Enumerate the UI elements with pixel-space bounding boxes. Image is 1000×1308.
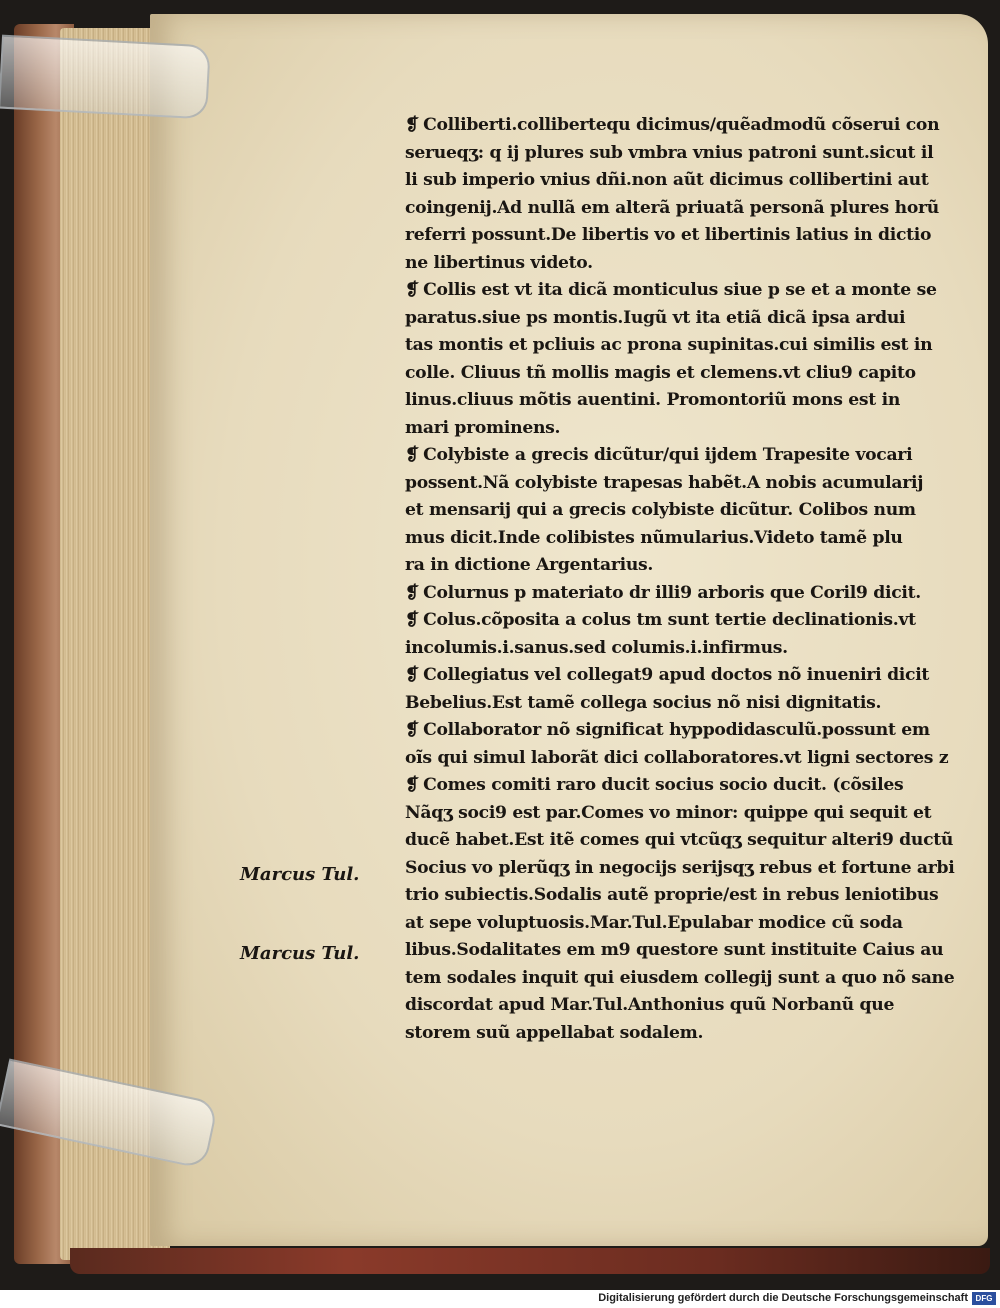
- text-line: ❡ Collaborator nõ significat hyppodidasculũ.possunt em: [405, 720, 930, 740]
- dfg-logo: DFG: [972, 1292, 996, 1305]
- text-line: et mensarij qui a grecis colybiste dicũtur. Colibos num: [405, 500, 916, 520]
- main-text: [405, 112, 965, 1047]
- text-line: possent.Nã colybiste trapesas habẽt.A nobis acumularij: [405, 472, 924, 493]
- text-line: libus.Sodalitates em m9 questore sunt instituite Caius au: [405, 940, 944, 960]
- text-line: trio subiectis.Sodalis autẽ proprie/est in rebus leniotibus: [405, 885, 939, 905]
- text-line: linus.cliuus mõtis auentini. Promontoriũ mons est in: [405, 390, 901, 410]
- text-line: ❡ Collis est vt ita dicã monticulus siue p se et a monte se: [405, 280, 937, 300]
- pilcrow-mark: ❡: [405, 280, 420, 300]
- text-line: Bebelius.Est tamẽ collega socius nõ nisi dignitatis.: [405, 692, 882, 713]
- text-line: mari prominens.: [405, 417, 561, 438]
- text-line: paratus.siue ps montis.Iugũ vt ita etiã dicã ipsa ardui: [405, 307, 906, 328]
- binding-edge: [70, 1248, 990, 1274]
- entry-colliberti: [405, 112, 965, 277]
- entry-collaborator: [405, 717, 965, 772]
- entry-colus: [405, 607, 965, 662]
- pilcrow-mark: ❡: [405, 720, 420, 740]
- text-line: coingenij.Ad nullã em alterã priuatã personã plures horũ: [405, 197, 939, 218]
- text-line: colle. Cliuus tñ mollis magis et clemens.vt cliu9 capito: [405, 362, 916, 383]
- text-line: mus dicit.Inde colibistes nũmularius.Videto tamẽ plu: [405, 527, 903, 548]
- text-line: ❡ Collegiatus vel collegat9 apud doctos nõ inueniri dicit: [405, 665, 930, 685]
- text-line: incolumis.i.sanus.sed columis.i.infirmus.: [405, 637, 788, 658]
- pilcrow-mark: ❡: [405, 445, 420, 465]
- text-line: ❡ Colliberti.collibertequ dicimus/quẽadmodũ cõserui con: [405, 115, 940, 135]
- text-line: tem sodales inquit qui eiusdem collegij sunt a quo nõ sane: [405, 967, 955, 988]
- text-line: oĩs qui simul laborãt dici collaboratores.vt ligni sectores z: [405, 747, 949, 768]
- text-line: ❡ Colybiste a grecis dicũtur/qui ijdem Trapesite vocari: [405, 445, 913, 465]
- pilcrow-mark: ❡: [405, 665, 420, 685]
- footer-credit: Digitalisierung gefördert durch die Deutsche Forschungsgemeinschaft: [598, 1292, 968, 1304]
- margin-note: Marcus Tul.: [240, 943, 360, 964]
- text-line: discordat apud Mar.Tul.Anthonius quũ Norbanũ que: [405, 995, 895, 1015]
- pilcrow-mark: ❡: [405, 610, 420, 630]
- text-line: serueqʒ: q ij plures sub vmbra vnius patroni sunt.sicut il: [405, 142, 934, 163]
- entry-comes: [405, 772, 965, 1047]
- pilcrow-mark: ❡: [405, 115, 420, 135]
- text-line: Nãqʒ soci9 est par.Comes vo minor: quippe qui sequit et: [405, 802, 932, 823]
- pilcrow-mark: ❡: [405, 582, 420, 603]
- text-line: li sub imperio vnius dñi.non aũt dicimus collibertini aut: [405, 170, 929, 190]
- footer-bar: [0, 1290, 1000, 1308]
- text-line: ❡ Comes comiti raro ducit socius socio ducit. (cõsiles: [405, 775, 904, 795]
- text-line: at sepe voluptuosis.Mar.Tul.Epulabar modice cũ soda: [405, 912, 903, 933]
- text-line: ra in dictione Argentarius.: [405, 555, 654, 575]
- entry-colybiste: [405, 442, 965, 580]
- pilcrow-mark: ❡: [405, 775, 420, 795]
- entry-collegiatus: [405, 662, 965, 717]
- text-line: storem suũ appellabat sodalem.: [405, 1022, 704, 1043]
- entry-collis: [405, 277, 965, 442]
- text-line: ❡ Colurnus p materiato dr illi9 arboris que Coril9 dicit.: [405, 582, 921, 603]
- page-clip-top: [0, 35, 211, 120]
- text-line: ❡ Colus.cõposita a colus tm sunt tertie declinationis.vt: [405, 610, 916, 630]
- text-line: Socius vo plerũqʒ in negocijs serijsqʒ rebus et fortune arbi: [405, 857, 955, 878]
- text-line: ne libertinus videto.: [405, 252, 593, 273]
- margin-note: Marcus Tul.: [240, 864, 360, 885]
- text-line: tas montis et pcliuis ac prona supinitas.cui similis est in: [405, 335, 933, 355]
- entry-colurnus: [405, 580, 965, 608]
- text-line: referri possunt.De libertis vo et libertinis latius in dictio: [405, 225, 932, 245]
- text-line: ducẽ habet.Est itẽ comes qui vtcũqʒ sequitur alteri9 ductũ: [405, 830, 954, 850]
